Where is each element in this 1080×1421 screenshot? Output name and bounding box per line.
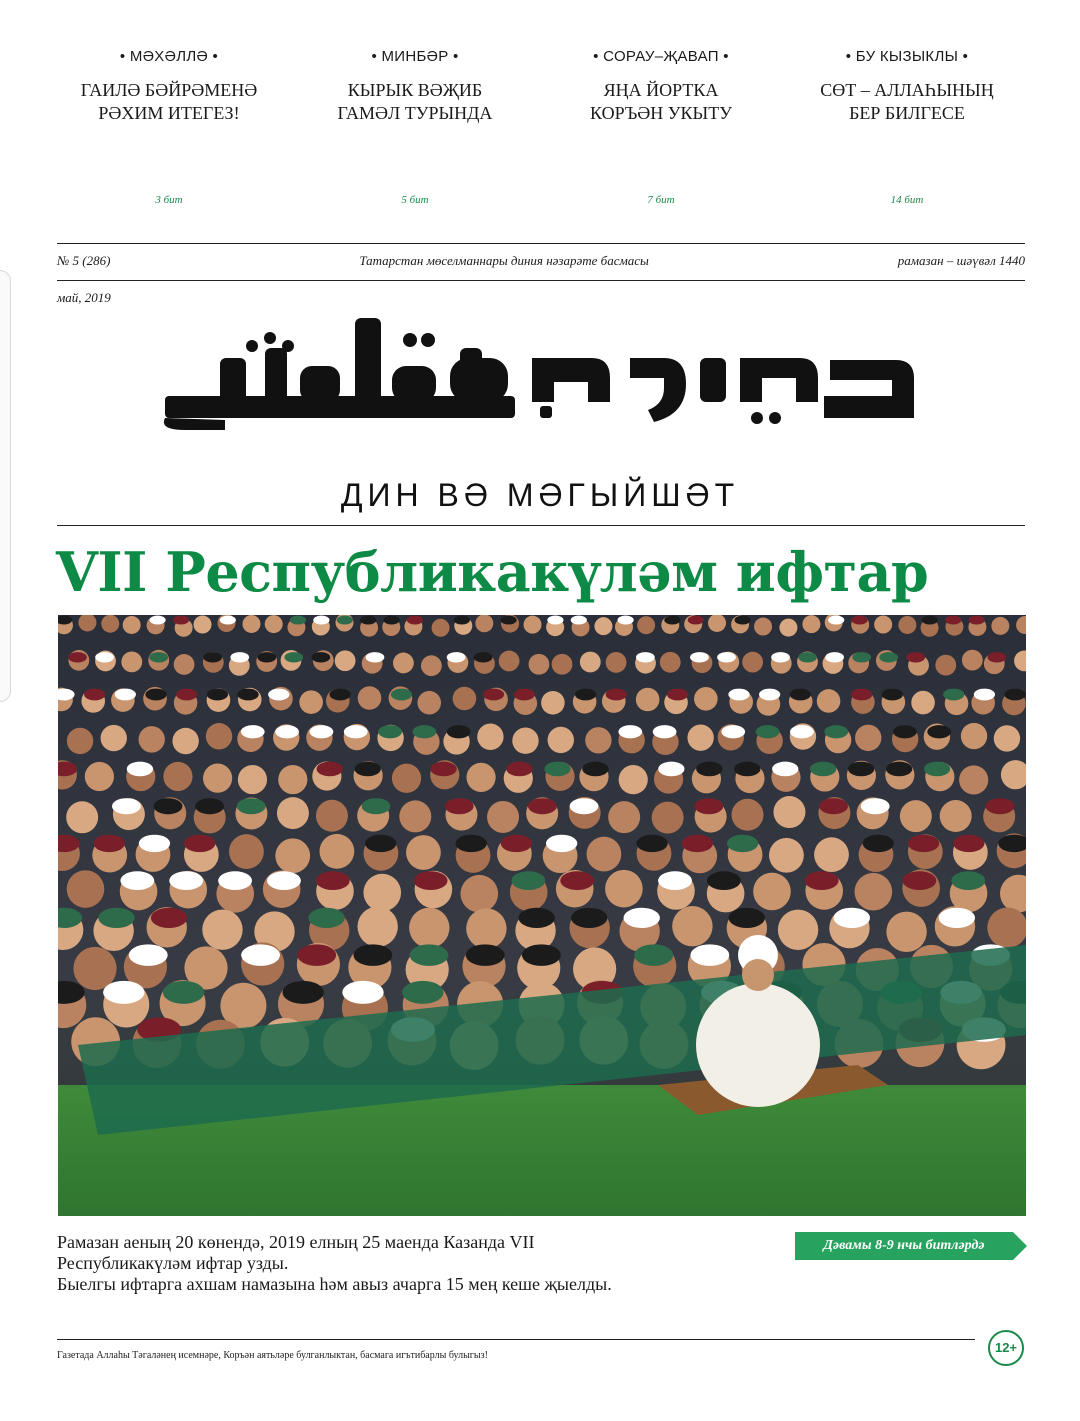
teaser-title bbox=[46, 79, 292, 125]
crowd-prayer-photo[interactable] bbox=[58, 615, 1026, 1216]
teaser-minbar[interactable] bbox=[292, 48, 538, 206]
teaser-category: • БУ КЫЗЫКЛЫ • bbox=[845, 48, 969, 65]
teaser-mahalla[interactable] bbox=[46, 48, 292, 206]
caption-line: Быелгы ифтарга ахшам намазына һәм авыз ачарга 15 мең кеше җыелды. bbox=[57, 1274, 612, 1294]
issue-info-bar bbox=[57, 253, 1025, 269]
teaser-qa[interactable] bbox=[538, 48, 784, 206]
teaser-category: • СОРАУ–ҖАВАП • bbox=[593, 48, 729, 65]
arabic-logo-icon bbox=[160, 318, 920, 430]
publisher-line: Татарстан мөселманнары диния нәзарәте басмасы bbox=[359, 253, 649, 268]
hijri-date: рамазан – шәүвәл 1440 bbox=[897, 253, 1025, 268]
age-rating-badge: 12+ bbox=[988, 1330, 1024, 1366]
teaser-page-ref: 14 бит bbox=[890, 194, 924, 206]
teaser-title-line: РӘХИМ ИТЕГЕЗ! bbox=[98, 103, 240, 123]
divider-footer bbox=[57, 1339, 975, 1340]
teaser-title-line: КЫРЫК ВӘҖИБ bbox=[347, 80, 483, 100]
teaser-title bbox=[538, 79, 784, 125]
footer-note: Газетада Аллаһы Тәгаләнең исемнәре, Коръән аятьләре булганлыктан, басмага игътибарлы булыгыз! bbox=[57, 1350, 488, 1361]
page-title[interactable]: VII Республикакүләм ифтар bbox=[56, 540, 929, 604]
divider-masthead bbox=[57, 525, 1025, 526]
masthead-subtitle: ДИН ВӘ МӘГЫЙШӘТ bbox=[340, 477, 740, 513]
teaser-title-line: ЯҢА ЙОРТКА bbox=[603, 80, 719, 100]
photo-caption bbox=[57, 1232, 757, 1295]
teaser-category: • МӘХӘЛЛӘ • bbox=[119, 48, 219, 65]
teaser-title-line: ГАМӘЛ ТУРЫНДА bbox=[337, 103, 493, 123]
teaser-title bbox=[784, 79, 1030, 125]
teaser-category: • МИНБӘР • bbox=[371, 48, 459, 65]
issue-number: № 5 (286) bbox=[57, 253, 111, 268]
continuation-label: Дәвамы 8-9 нчы битләрдә bbox=[795, 1232, 1013, 1260]
teaser-row bbox=[46, 48, 1030, 206]
teaser-title-line: ГАИЛӘ БӘЙРӘМЕНӘ bbox=[80, 80, 258, 100]
divider-top bbox=[57, 243, 1025, 244]
caption-line: Рамазан аеның 20 көнендә, 2019 елның 25 маенда Казанда VII bbox=[57, 1232, 535, 1252]
teaser-page-ref: 3 бит bbox=[155, 194, 183, 206]
divider-info bbox=[57, 280, 1025, 281]
teaser-page-ref: 7 бит bbox=[647, 194, 675, 206]
caption-line: Республикакүләм ифтар узды. bbox=[57, 1253, 289, 1273]
issue-date: май, 2019 bbox=[57, 290, 111, 305]
teaser-title-line: КОРЪӘН УКЫТУ bbox=[590, 103, 732, 123]
continuation-link[interactable] bbox=[795, 1232, 1027, 1260]
teaser-title-line: СӨТ – АЛЛАҺЫНЫҢ bbox=[820, 80, 994, 100]
teaser-interesting[interactable] bbox=[784, 48, 1030, 206]
arrow-right-icon bbox=[1013, 1232, 1027, 1260]
teaser-page-ref: 5 бит bbox=[401, 194, 429, 206]
teaser-title bbox=[292, 79, 538, 125]
teaser-title-line: БЕР БИЛГЕСЕ bbox=[849, 103, 965, 123]
